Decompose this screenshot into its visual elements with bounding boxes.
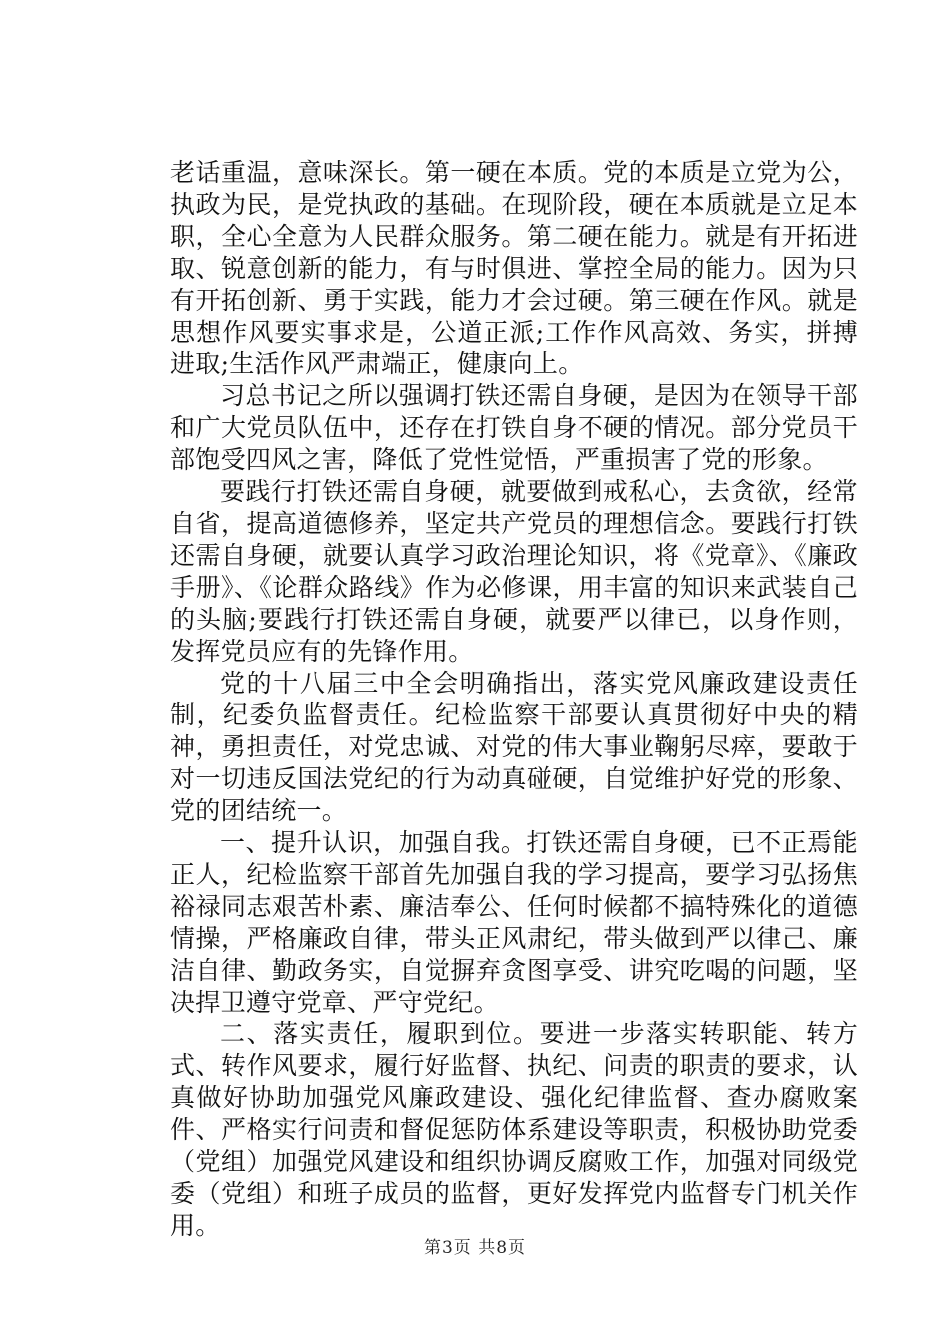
page-number: 第3页 共8页: [423, 1238, 527, 1258]
paragraph-3: 要践行打铁还需自身硬，就要做到戒私心，去贪欲，经常自省，提高道德修养，坚定共产党员的理想信念。要践行打铁还需自身硬，就要认真学习政治理论知识，将《党章》、《廉政手册》、《论群众路线》作为必修课，用丰富的知识来武装自己的头脑;要践行打铁还需自身硬，就要严以律已，以身作则，发挥党员应有的先锋作用。: [170, 477, 858, 666]
paragraph-5: 一、提升认识，加强自我。打铁还需自身硬，已不正焉能正人，纪检监察干部首先加强自我的学习提高，要学习弘扬焦裕禄同志艰苦朴素、廉洁奉公、任何时候都不搞特殊化的道德情操，严格廉政自律，带头正风肃纪，带头做到严以律己、廉洁自律、勤政务实，自觉摒弃贪图享受、讲究吃喝的问题，坚决捍卫遵守党章、严守党纪。: [170, 828, 858, 1017]
document-body: [170, 157, 858, 1242]
paragraph-4: 党的十八届三中全会明确指出，落实党风廉政建设责任制，纪委负监督责任。纪检监察干部要认真贯彻好中央的精神，勇担责任，对党忠诚、对党的伟大事业鞠躬尽瘁，要敢于对一切违反国法党纪的行为动真碰硬，自觉维护好党的形象、党的团结统一。: [170, 668, 858, 826]
paragraph-1: 老话重温，意味深长。第一硬在本质。党的本质是立党为公，执政为民，是党执政的基础。在现阶段，硬在本质就是立足本职，全心全意为人民群众服务。第二硬在能力。就是有开拓进取、锐意创新的能力，有与时俱进、掌控全局的能力。因为只有开拓创新、勇于实践，能力才会过硬。第三硬在作风。就是思想作风要实事求是，公道正派;工作作风高效、务实，拼搏进取;生活作风严肃端正，健康向上。: [170, 158, 858, 379]
paragraph-2: 习总书记之所以强调打铁还需自身硬，是因为在领导干部和广大党员队伍中，还存在打铁自身不硬的情况。部分党员干部饱受四风之害，降低了党性觉悟，严重损害了党的形象。: [170, 381, 858, 475]
paragraph-6: 二、落实责任，履职到位。要进一步落实转职能、转方式、转作风要求，履行好监督、执纪、问责的职责的要求，认真做好协助加强党风廉政建设、强化纪律监督、查办腐败案件、严格实行问责和督促惩防体系建设等职责，积极协助党委（党组）加强党风建设和组织协调反腐败工作，加强对同级党委（党组）和班子成员的监督，更好发挥党内监督专门机关作用。: [170, 1019, 858, 1240]
